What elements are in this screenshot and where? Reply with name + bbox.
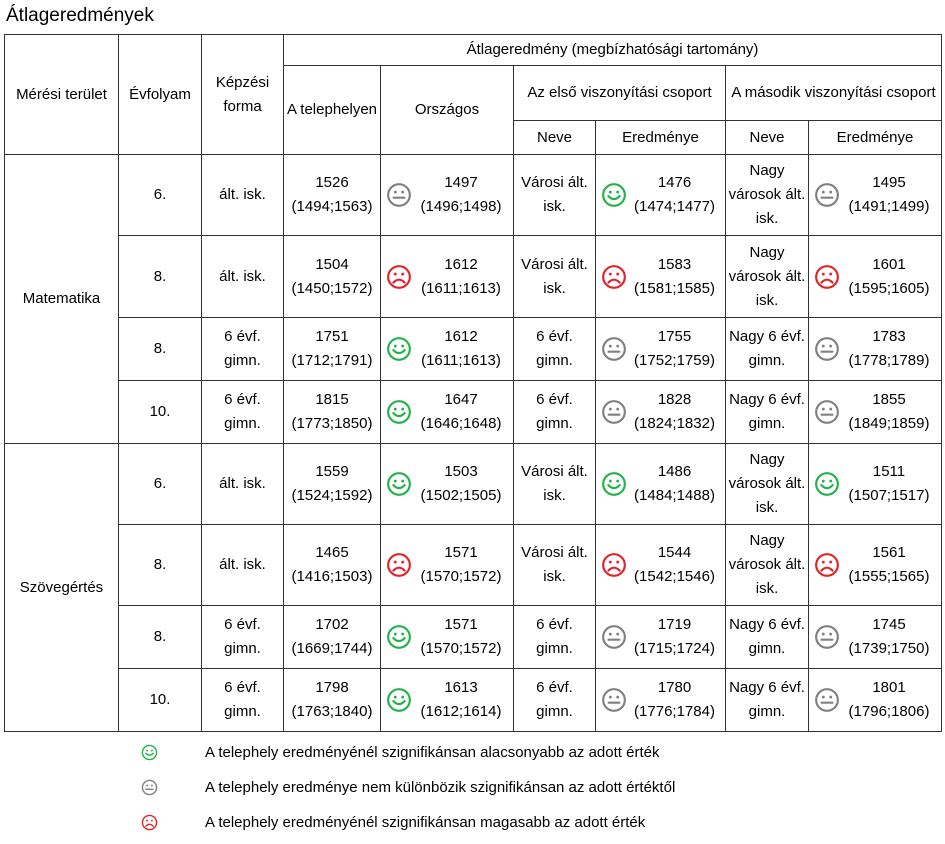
site-ci: (1669;1744) xyxy=(291,640,373,657)
grade-cell: 6. xyxy=(119,155,202,236)
grade-cell: 10. xyxy=(119,381,202,444)
table-row xyxy=(5,381,942,444)
smiley-face-icon xyxy=(601,471,627,497)
header-ref1-result: Eredménye xyxy=(596,121,726,155)
table-row xyxy=(5,236,942,318)
ref1-group-name: Városi ált. isk. xyxy=(514,155,596,236)
national-ci: (1570;1572) xyxy=(420,640,502,657)
form-cell: ált. isk. xyxy=(202,236,284,318)
ref1-group-name: Városi ált. isk. xyxy=(514,525,596,606)
ref2-result-cell xyxy=(809,381,942,444)
ref1-result-cell xyxy=(596,525,726,606)
site-result-cell xyxy=(284,669,381,732)
neutral-face-icon xyxy=(601,399,627,425)
legend-text: A telephely eredményénél szignifikánsan alacsonyabb az adott érték xyxy=(205,744,660,761)
national-ci: (1502;1505) xyxy=(420,487,502,504)
ref1-value: 1544 xyxy=(657,544,692,561)
national-result-cell xyxy=(381,381,514,444)
ref1-result-cell xyxy=(596,606,726,669)
ref1-value: 1755 xyxy=(657,328,692,345)
area-name: Matematika xyxy=(5,155,119,444)
ref1-result-cell xyxy=(596,155,726,236)
header-area: Mérési terület xyxy=(5,35,119,155)
legend-item xyxy=(0,742,945,766)
ref1-value: 1486 xyxy=(657,463,692,480)
page-title: Átlageredmények xyxy=(6,5,154,26)
form-cell: ált. isk. xyxy=(202,525,284,606)
neutral-face-icon xyxy=(601,687,627,713)
national-ci: (1611;1613) xyxy=(421,279,501,297)
ref1-result-cell xyxy=(596,236,726,318)
table-row xyxy=(5,606,942,669)
header-ref1-name: Neve xyxy=(514,121,596,155)
site-ci: (1494;1563) xyxy=(291,198,373,215)
site-value: 1559 xyxy=(315,463,349,480)
frowning-face-icon xyxy=(814,552,840,578)
national-ci: (1611;1613) xyxy=(421,352,501,369)
site-ci: (1763;1840) xyxy=(291,703,373,720)
site-result-cell xyxy=(284,381,381,444)
smiley-face-icon xyxy=(386,624,412,650)
ref1-value: 1476 xyxy=(657,174,692,191)
site-value: 1815 xyxy=(315,391,349,408)
ref1-ci: (1474;1477) xyxy=(634,198,715,215)
national-value: 1612 xyxy=(444,328,478,345)
header-ref2-name: Neve xyxy=(726,121,809,155)
neutral-face-icon xyxy=(814,336,840,362)
header-average-group: Átlageredmény (megbízhatósági tartomány) xyxy=(284,35,942,66)
ref1-group-name: 6 évf. gimn. xyxy=(514,318,596,381)
ref2-ci: (1849;1859) xyxy=(848,415,930,432)
ref1-group-name: 6 évf. gimn. xyxy=(514,606,596,669)
national-result-cell xyxy=(381,525,514,606)
ref2-group-name: Nagy városok ált. isk. xyxy=(726,236,809,318)
smiley-face-icon xyxy=(601,182,627,208)
table-row xyxy=(5,525,942,606)
table-row xyxy=(5,155,942,236)
smiley-face-icon xyxy=(814,471,840,497)
ref1-ci: (1581;1585) xyxy=(634,279,715,297)
form-cell: ált. isk. xyxy=(202,155,284,236)
national-result-cell xyxy=(381,236,514,318)
ref1-group-name: 6 évf. gimn. xyxy=(514,381,596,444)
ref2-value: 1561 xyxy=(872,544,906,561)
neutral-face-icon xyxy=(814,624,840,650)
ref2-ci: (1796;1806) xyxy=(848,703,930,720)
neutral-face-icon xyxy=(386,182,412,208)
site-ci: (1524;1592) xyxy=(291,487,373,504)
ref2-result-cell xyxy=(809,236,942,318)
national-value: 1571 xyxy=(444,616,478,633)
national-ci: (1612;1614) xyxy=(420,703,502,720)
grade-cell: 8. xyxy=(119,606,202,669)
legend-text: A telephely eredményénél szignifikánsan magasabb az adott érték xyxy=(205,814,646,831)
form-cell: ált. isk. xyxy=(202,444,284,525)
ref2-value: 1783 xyxy=(872,328,906,345)
ref2-group-name: Nagy 6 évf. gimn. xyxy=(726,606,809,669)
form-cell: 6 évf. gimn. xyxy=(202,318,284,381)
site-value: 1504 xyxy=(315,255,349,273)
ref2-value: 1495 xyxy=(872,174,906,191)
ref1-value: 1780 xyxy=(657,679,692,696)
national-value: 1571 xyxy=(444,544,478,561)
ref1-value: 1828 xyxy=(657,391,692,408)
national-value: 1613 xyxy=(444,679,478,696)
national-ci: (1570;1572) xyxy=(420,568,502,585)
site-value: 1751 xyxy=(315,328,349,345)
national-result-cell xyxy=(381,155,514,236)
ref1-result-cell xyxy=(596,381,726,444)
ref2-ci: (1555;1565) xyxy=(848,568,930,585)
ref1-ci: (1824;1832) xyxy=(634,415,715,432)
header-grade: Évfolyam xyxy=(119,35,202,155)
site-result-cell xyxy=(284,606,381,669)
national-value: 1612 xyxy=(444,255,478,273)
ref2-value: 1801 xyxy=(872,679,906,696)
ref2-value: 1745 xyxy=(872,616,906,633)
ref2-ci: (1739;1750) xyxy=(848,640,930,657)
smiley-face-icon xyxy=(386,336,412,362)
ref2-ci: (1778;1789) xyxy=(848,352,930,369)
smiley-face-icon xyxy=(141,744,158,761)
national-ci: (1646;1648) xyxy=(420,415,502,432)
ref2-ci: (1491;1499) xyxy=(848,198,930,215)
ref2-value: 1511 xyxy=(872,463,906,480)
header-ref2-result: Eredménye xyxy=(809,121,942,155)
legend-item xyxy=(0,777,945,801)
ref1-ci: (1542;1546) xyxy=(634,568,715,585)
site-ci: (1416;1503) xyxy=(291,568,373,585)
ref1-group-name: Városi ált. isk. xyxy=(514,444,596,525)
table-row xyxy=(5,318,942,381)
neutral-face-icon xyxy=(601,336,627,362)
neutral-face-icon xyxy=(141,779,158,796)
site-result-cell xyxy=(284,444,381,525)
site-result-cell xyxy=(284,155,381,236)
grade-cell: 8. xyxy=(119,318,202,381)
national-value: 1647 xyxy=(444,391,478,408)
national-result-cell xyxy=(381,606,514,669)
site-value: 1798 xyxy=(315,679,349,696)
ref2-result-cell xyxy=(809,444,942,525)
frowning-face-icon xyxy=(141,814,158,831)
frowning-face-icon xyxy=(386,552,412,578)
legend-text: A telephely eredménye nem különbözik szignifikánsan az adott értéktől xyxy=(205,779,676,796)
ref2-group-name: Nagy városok ált. isk. xyxy=(726,155,809,236)
smiley-face-icon xyxy=(386,399,412,425)
ref2-group-name: Nagy 6 évf. gimn. xyxy=(726,669,809,732)
ref1-value: 1583 xyxy=(657,255,692,273)
ref1-ci: (1484;1488) xyxy=(634,487,715,504)
header-ref-group-2: A második viszonyítási csoport xyxy=(726,66,942,121)
ref2-result-cell xyxy=(809,155,942,236)
national-result-cell xyxy=(381,669,514,732)
smiley-face-icon xyxy=(386,687,412,713)
area-name: Szövegértés xyxy=(5,444,119,732)
ref2-result-cell xyxy=(809,525,942,606)
grade-cell: 10. xyxy=(119,669,202,732)
ref1-ci: (1752;1759) xyxy=(634,352,715,369)
ref2-group-name: Nagy városok ált. isk. xyxy=(726,444,809,525)
ref2-result-cell xyxy=(809,318,942,381)
form-cell: 6 évf. gimn. xyxy=(202,606,284,669)
frowning-face-icon xyxy=(601,552,627,578)
national-value: 1503 xyxy=(444,463,478,480)
ref2-result-cell xyxy=(809,669,942,732)
neutral-face-icon xyxy=(814,687,840,713)
site-result-cell xyxy=(284,318,381,381)
site-result-cell xyxy=(284,525,381,606)
national-ci: (1496;1498) xyxy=(420,198,502,215)
site-ci: (1712;1791) xyxy=(291,352,373,369)
ref1-group-name: Városi ált. isk. xyxy=(514,236,596,318)
ref2-value: 1855 xyxy=(872,391,906,408)
site-value: 1465 xyxy=(315,544,349,561)
ref2-result-cell xyxy=(809,606,942,669)
national-value: 1497 xyxy=(444,174,478,191)
ref1-result-cell xyxy=(596,444,726,525)
header-site: A telephelyen xyxy=(284,66,381,155)
ref1-ci: (1776;1784) xyxy=(634,703,715,720)
ref2-ci: (1595;1605) xyxy=(848,279,930,297)
header-form: Képzési forma xyxy=(202,35,284,155)
frowning-face-icon xyxy=(814,264,840,290)
ref1-ci: (1715;1724) xyxy=(634,640,715,657)
smiley-face-icon xyxy=(386,471,412,497)
ref2-group-name: Nagy 6 évf. gimn. xyxy=(726,318,809,381)
ref1-result-cell xyxy=(596,318,726,381)
national-result-cell xyxy=(381,318,514,381)
grade-cell: 8. xyxy=(119,236,202,318)
neutral-face-icon xyxy=(814,399,840,425)
table-row xyxy=(5,444,942,525)
grade-cell: 8. xyxy=(119,525,202,606)
results-table xyxy=(4,34,942,732)
ref2-group-name: Nagy városok ált. isk. xyxy=(726,525,809,606)
header-national: Országos xyxy=(381,66,514,155)
ref2-group-name: Nagy 6 évf. gimn. xyxy=(726,381,809,444)
site-ci: (1450;1572) xyxy=(291,279,373,297)
header-ref-group-1: Az első viszonyítási csoport xyxy=(514,66,726,121)
site-result-cell xyxy=(284,236,381,318)
neutral-face-icon xyxy=(601,624,627,650)
ref2-ci: (1507;1517) xyxy=(848,487,930,504)
legend-item xyxy=(0,812,945,836)
site-value: 1702 xyxy=(315,616,349,633)
neutral-face-icon xyxy=(814,182,840,208)
ref1-group-name: 6 évf. gimn. xyxy=(514,669,596,732)
site-value: 1526 xyxy=(315,174,349,191)
national-result-cell xyxy=(381,444,514,525)
site-ci: (1773;1850) xyxy=(291,415,373,432)
form-cell: 6 évf. gimn. xyxy=(202,381,284,444)
table-row xyxy=(5,669,942,732)
grade-cell: 6. xyxy=(119,444,202,525)
ref1-result-cell xyxy=(596,669,726,732)
ref2-value: 1601 xyxy=(872,255,906,273)
frowning-face-icon xyxy=(601,264,627,290)
form-cell: 6 évf. gimn. xyxy=(202,669,284,732)
frowning-face-icon xyxy=(386,264,412,290)
ref1-value: 1719 xyxy=(657,616,692,633)
